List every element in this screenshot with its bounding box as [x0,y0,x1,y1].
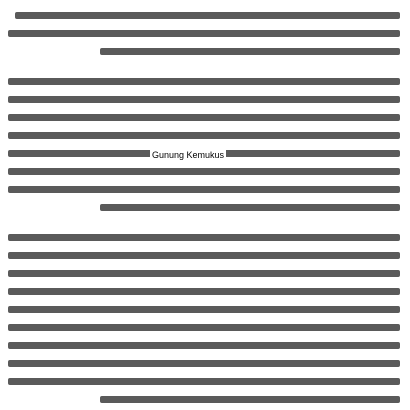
text-line [8,378,400,385]
text-line [8,132,400,139]
text-line [8,78,400,85]
text-line [8,270,400,277]
text-line [15,12,400,19]
text-line [8,306,400,313]
text-line [8,114,400,121]
text-line [8,342,400,349]
text-line [8,30,400,37]
text-line [100,204,400,211]
text-line [8,252,400,259]
text-line [8,288,400,295]
text-line [8,186,400,193]
text-line [100,396,400,403]
inline-latin-term: Gunung Kemukus [152,150,225,160]
text-line [8,360,400,367]
text-line [100,48,400,55]
text-line [8,168,400,175]
text-line [8,234,400,241]
text-line [8,96,400,103]
text-line [8,324,400,331]
